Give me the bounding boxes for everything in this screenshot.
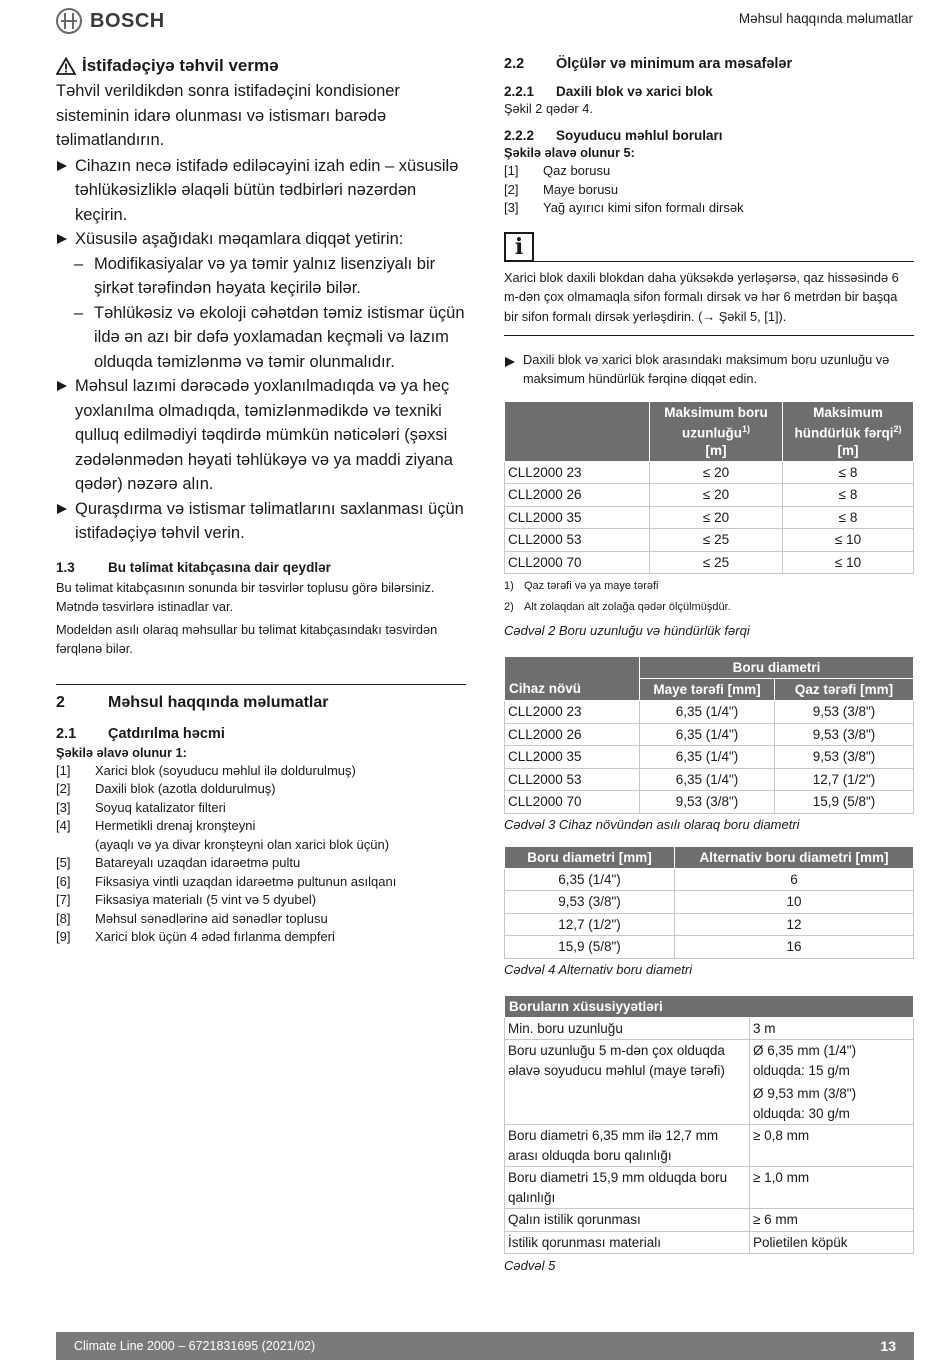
table-cell: CLL2000 35 xyxy=(505,506,650,529)
figure-reference: Şəkil 2 qədər 4. xyxy=(504,101,593,116)
section-1-3-heading: 1.3 Bu təlimat kitabçasına dair qeydlər xyxy=(56,559,331,575)
table-row xyxy=(505,723,914,746)
list-item: [2] Maye borusu xyxy=(504,181,619,197)
table-cell: 6 xyxy=(675,868,914,891)
table-cell: CLL2000 23 xyxy=(505,701,640,724)
table-cell: 12,7 (1/2") xyxy=(505,913,675,936)
table-cell: CLL2000 26 xyxy=(505,484,650,507)
footnote: 2) Alt zolaqdan alt zolağa qədər ölçülmüşdür. xyxy=(504,601,731,613)
figure-reference: Şəkilə əlavə olunur 1: xyxy=(56,744,187,760)
section-2-heading: 2 Məhsul haqqında məlumatlar xyxy=(56,693,329,711)
figure-reference: Şəkilə əlavə olunur 5: xyxy=(504,145,635,160)
table-cell: 15,9 (5/8") xyxy=(505,936,675,959)
table-cell: 6,35 (1/4") xyxy=(640,768,775,791)
page-footer xyxy=(56,1332,914,1360)
pipe-length-table xyxy=(504,401,914,574)
table-cell: 9,53 (3/8") xyxy=(775,723,914,746)
handover-intro: Təhvil verildikdən sonra istifadəçini kondisioner sisteminin idarə olunması və istismarı barədə təlimatlandırın. xyxy=(56,82,400,149)
document-id: Climate Line 2000 – 6721831695 (2021/02) xyxy=(74,1339,316,1353)
dash-item: – Modifikasiyalar və ya təmir yalnız lisenziyalı bir şirkət tərəfindən həyata keçirilə bilər. xyxy=(56,252,466,301)
table-cell: CLL2000 23 xyxy=(505,461,650,484)
col-header-gas: Qaz tərəfi [mm] xyxy=(775,679,914,701)
info-text: Xarici blok daxili blokdan daha yüksəkdə yerləşərsə, qaz hissəsində 6 m-dən çox olmamaqla sifon formalı dirsək və hər 6 metrdən bir başqa bir sifon formalı dirsək yerləşdirin. (→ Şəkil 5, [1]). xyxy=(504,269,899,324)
table-row xyxy=(505,868,914,891)
table-cell: ≤ 8 xyxy=(783,461,914,484)
table-cell: CLL2000 35 xyxy=(505,746,640,769)
list-item: [4] Hermetikli drenaj kronşteyni xyxy=(56,818,256,833)
info-end-rule xyxy=(504,335,914,336)
section-1-3-paragraph: Modeldən asılı olaraq məhsullar bu təlimat kitabçasındakı təsvirdən fərqlənə bilər. xyxy=(56,621,438,656)
info-icon: i xyxy=(504,232,534,262)
table-cell: 6,35 (1/4") xyxy=(640,723,775,746)
table-row xyxy=(505,746,914,769)
table-row: Boru diametri 6,35 mm ilə 12,7 mm arası olduqda boru qalınlığı ≥ 0,8 mm xyxy=(505,1125,914,1167)
list-item: (ayaqlı və ya divar kronşteyni olan xarici blok üçün) xyxy=(95,836,390,852)
table-cell: ≤ 8 xyxy=(783,484,914,507)
col-header-diameter: Boru diametri [mm] xyxy=(505,846,675,868)
pipe-properties-table xyxy=(504,995,914,1255)
list-item: [3] Soyuq katalizator filteri xyxy=(56,799,226,815)
delivery-list xyxy=(56,762,466,947)
table-row xyxy=(505,913,914,936)
list-item: [9] Xarici blok üçün 4 ədəd fırlanma dempferi xyxy=(56,929,335,944)
col-header-max-length: Maksimum boru uzunluğu$^{1)}$ [m] xyxy=(650,402,783,462)
list-item: [2] Daxili blok (azotla doldurulmuş) xyxy=(56,781,276,796)
table-cell: 9,53 (3/8") xyxy=(775,746,914,769)
list-item: [5] Batareyalı uzaqdan idarəetmə pultu xyxy=(56,855,301,870)
warning-heading xyxy=(56,56,466,76)
table-cell: ≤ 20 xyxy=(650,461,783,484)
table-row xyxy=(505,461,914,484)
footnote: 1) Qaz tərəfi və ya maye tərəfi xyxy=(504,580,659,592)
table-cell: CLL2000 70 xyxy=(505,551,650,574)
table-cell: CLL2000 26 xyxy=(505,723,640,746)
table-cell: CLL2000 70 xyxy=(505,791,640,814)
col-group-header: Boru diametri xyxy=(640,657,914,679)
table-cell: 6,35 (1/4") xyxy=(505,868,675,891)
table-cell: 12,7 (1/2") xyxy=(775,768,914,791)
table-row: Boru uzunluğu 5 m-dən çox olduqda əlavə soyuducu məhlul (maye tərəfi) Ø 6,35 mm (1/4") olduqda: 15 g/m Ø 9,53 mm (3/8") olduqda: 30 g/m xyxy=(505,1040,914,1125)
list-item: [7] Fiksasiya materialı (5 vint və 5 dyubel) xyxy=(56,892,317,907)
table-row xyxy=(505,529,914,552)
table-row: Qalın istilik qorunması ≥ 6 mm xyxy=(505,1209,914,1232)
table-cell: ≤ 10 xyxy=(783,551,914,574)
table-cell: 9,53 (3/8") xyxy=(505,891,675,914)
bosch-logo xyxy=(56,8,165,34)
table-row xyxy=(505,791,914,814)
section-2-1-heading: 2.1 Çatdırılma həcmi xyxy=(56,725,225,742)
table-cell: CLL2000 53 xyxy=(505,529,650,552)
info-box xyxy=(504,232,914,262)
list-item: [1] Xarici blok (soyuducu məhlul ilə doldurulmuş) xyxy=(56,762,356,778)
table-caption: Cədvəl 4 Alternativ boru diametri xyxy=(504,961,693,977)
warning-title: İstifadəçiyə təhvil vermə xyxy=(82,56,279,75)
table-cell: ≤ 25 xyxy=(650,551,783,574)
bullet-item: Məhsul lazımi dərəcədə yoxlanılmadıqda və ya heç yoxlanılma olmadıqda, təmizlənmədikdə və texniki qulluq edilmədiyi təqdirdə mümkün nəticələri (şəxsi zədələnmədən həyati təhlükəyə və ya maddi ziyana qədər) nəzərə alın. xyxy=(56,374,466,497)
table-cell: ≤ 25 xyxy=(650,529,783,552)
table-caption: Cədvəl 5 xyxy=(504,1258,556,1273)
table-row: Min. boru uzunluğu 3 m xyxy=(505,1017,914,1040)
table-cell: 15,9 (5/8") xyxy=(775,791,914,814)
table-row xyxy=(505,701,914,724)
col-header-alt-diameter: Alternativ boru diametri [mm] xyxy=(675,846,914,868)
list-item: [3] Yağ ayırıcı kimi sifon formalı dirsək xyxy=(504,200,744,215)
alt-diameter-table xyxy=(504,846,914,959)
pipe-legend-list xyxy=(504,162,914,218)
table-row xyxy=(505,506,914,529)
col-header-max-height: Maksimum hündürlük fərqi$^{2)}$ [m] xyxy=(783,402,914,462)
table-caption: Cədvəl 2 Boru uzunluğu və hündürlük fərqi xyxy=(504,623,750,638)
warning-triangle-icon xyxy=(56,57,76,75)
bullet-item: Cihazın necə istifadə ediləcəyini izah edin – xüsusilə təhlükəsizliklə əlaqəli bütün tədbirləri nəzərdən keçirin. xyxy=(56,154,466,228)
table-cell: CLL2000 53 xyxy=(505,768,640,791)
left-column xyxy=(56,56,466,947)
bullet-item: Xüsusilə aşağıdakı məqamlara diqqət yetirin: xyxy=(56,227,466,252)
table-row xyxy=(505,891,914,914)
table-row xyxy=(505,768,914,791)
table-cell: 12 xyxy=(675,913,914,936)
table-cell: ≤ 20 xyxy=(650,484,783,507)
table-row xyxy=(505,936,914,959)
col-header-liquid: Maye tərəfi [mm] xyxy=(640,679,775,701)
table-cell: 10 xyxy=(675,891,914,914)
dash-item: – Təhlükəsiz və ekoloji cəhətdən təmiz istismar üçün ildə ən azı bir dəfə yoxlamadan keçməli və lazım olduqda təmizlənmə və təmir olunmalıdır. xyxy=(56,301,466,375)
table-row: İstilik qorunması materialı Polietilen köpük xyxy=(505,1231,914,1254)
table-row xyxy=(505,551,914,574)
section-divider xyxy=(56,684,466,685)
section-2-2-2-heading: 2.2.2 Soyuducu məhlul boruları xyxy=(504,128,723,143)
table-cell: ≤ 20 xyxy=(650,506,783,529)
table-row: Boru diametri 15,9 mm olduqda boru qalınlığı ≥ 1,0 mm xyxy=(505,1167,914,1209)
bosch-armature-icon xyxy=(56,8,82,34)
table-cell: ≤ 8 xyxy=(783,506,914,529)
table-caption: Cədvəl 3 Cihaz növündən asılı olaraq boru diametri xyxy=(504,816,800,832)
table-row xyxy=(505,484,914,507)
section-2-2-heading: 2.2 Ölçülər və minimum ara məsafələr xyxy=(504,56,793,72)
brand-name: BOSCH xyxy=(90,9,165,32)
table-cell: 6,35 (1/4") xyxy=(640,746,775,769)
bullet-item: Daxili blok və xarici blok arasındakı maksimum boru uzunluğu və maksimum hündürlük fərqinə diqqət edin. xyxy=(504,350,914,388)
section-2-2-1-heading: 2.2.1 Daxili blok və xarici blok xyxy=(504,84,713,99)
list-item: [8] Məhsul sənədlərinə aid sənədlər toplusu xyxy=(56,910,328,926)
right-column xyxy=(504,56,914,1273)
table-header: Boruların xüsusiyyətləri xyxy=(505,995,914,1017)
list-item: [6] Fiksasiya vintli uzaqdan idarəetmə pultunun asılqanı xyxy=(56,873,397,889)
table-cell: ≤ 10 xyxy=(783,529,914,552)
pipe-diameter-table: Cihaz növü Boru diametri Maye tərəfi [mm] Qaz tərəfi [mm] CLL2000 23 6,35 (1/4") 9,53 (3/8") CLL2000 26 6,35 (1/4") 9,53 (3/8") CLL2000 35 6,35 (1/4") 9,53 (3/8") CLL2000 53 6,35 (1/4") 12,7 (1/2") CLL2000 70 9,53 (3/8") 15,9 (5/8") xyxy=(504,656,914,814)
table-cell: 9,53 (3/8") xyxy=(640,791,775,814)
info-rule xyxy=(534,261,914,262)
table-cell: 9,53 (3/8") xyxy=(775,701,914,724)
table-cell: 16 xyxy=(675,936,914,959)
running-header: Məhsul haqqında məlumatlar xyxy=(738,11,913,26)
bullet-item: Quraşdırma və istismar təlimatlarını saxlanması üçün istifadəçiyə təhvil verin. xyxy=(56,497,466,546)
section-1-3-paragraph: Bu təlimat kitabçasının sonunda bir təsvirlər toplusu görə bilərsiniz. Mətndə təsvirlərə istinadlar var. xyxy=(56,579,435,614)
list-item: [1] Qaz borusu xyxy=(504,163,611,178)
page-number: 13 xyxy=(880,1338,896,1354)
table-cell: 6,35 (1/4") xyxy=(640,701,775,724)
